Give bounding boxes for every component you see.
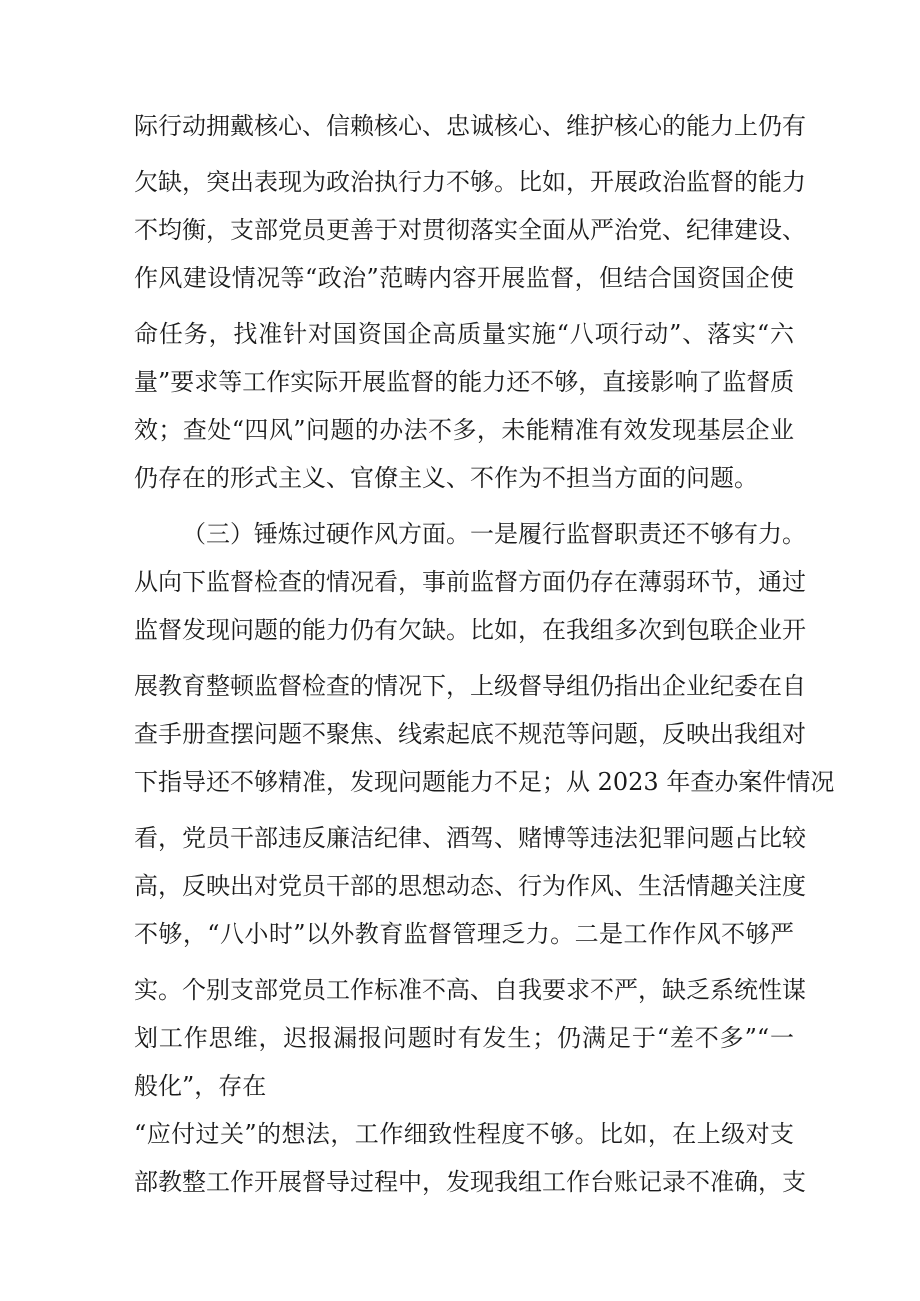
body-text-line: 监督发现问题的能力仍有欠缺。比如，在我组多次到包联企业开: [134, 616, 806, 644]
body-text-line: 欠缺，突出表现为政治执行力不够。比如，开展政治监督的能力: [134, 168, 806, 196]
body-text-line: 实。个别支部党员工作标准不高、自我要求不严，缺乏系统性谋: [134, 976, 806, 1004]
body-text-line: 效；查处“四风”问题的办法不多，未能精准有效发现基层企业: [134, 416, 794, 444]
body-text-line: 看，党员干部违反廉洁纪律、酒驾、赌博等违法犯罪问题占比较: [134, 824, 806, 852]
body-text-line: 划工作思维，迟报漏报问题时有发生；仍满足于“差不多”“一: [134, 1024, 794, 1052]
body-text-line: “应付过关”的想法，工作细致性程度不够。比如，在上级对支: [134, 1120, 794, 1148]
body-text-line: 不够，“八小时”以外教育监督管理乏力。二是工作作风不够严: [134, 920, 794, 948]
body-text-line: 命任务，找准针对国资国企高质量实施“八项行动”、落实“六: [134, 320, 794, 348]
body-text-line: 展教育整顿监督检查的情况下，上级督导组仍指出企业纪委在自: [134, 672, 806, 700]
section-heading-line: （三）锤炼过硬作风方面。一是履行监督职责还不够有力。: [182, 520, 806, 548]
body-text-line: 际行动拥戴核心、信赖核心、忠诚核心、维护核心的能力上仍有: [134, 112, 806, 140]
body-text-line: 部教整工作开展督导过程中，发现我组工作台账记录不准确，支: [134, 1168, 806, 1196]
body-text-line: 量”要求等工作实际开展监督的能力还不够，直接影响了监督质: [134, 368, 795, 396]
body-text-line: 查手册查摆问题不聚焦、线索起底不规范等问题，反映出我组对: [134, 720, 806, 748]
body-text-line: 下指导还不够精准，发现问题能力不足；从 2023 年查办案件情况: [134, 768, 835, 796]
body-text-line: 般化”，存在: [134, 1072, 267, 1100]
body-text-line: 从向下监督检查的情况看，事前监督方面仍存在薄弱环节，通过: [134, 568, 806, 596]
body-text-line: 仍存在的形式主义、官僚主义、不作为不担当方面的问题。: [134, 464, 758, 492]
body-text-line: 不均衡，支部党员更善于对贯彻落实全面从严治党、纪律建设、: [134, 216, 806, 244]
body-text-line: 作风建设情况等“政治”范畴内容开展监督，但结合国资国企使: [134, 264, 794, 292]
body-text-line: 高，反映出对党员干部的思想动态、行为作风、生活情趣关注度: [134, 872, 806, 900]
